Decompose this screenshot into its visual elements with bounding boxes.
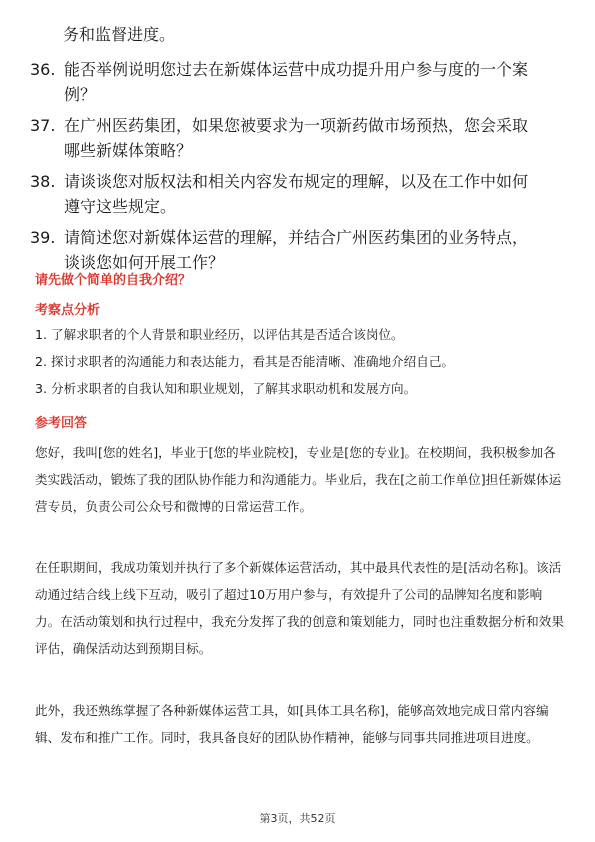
question-text: 请简述您对新媒体运营的理解，并结合广州医药集团的业务特点，谈谈您如何开展工作？ [64, 228, 529, 272]
page-number: 第3页，共52页 [259, 812, 336, 825]
question-text: 请谈谈您对版权法和相关内容发布规定的理解，以及在工作中如何遵守这些规定。 [64, 172, 529, 216]
question-item [30, 57, 570, 107]
question-item [30, 169, 570, 219]
answer-paragraph-2 [35, 554, 565, 662]
answer-text: 您好，我叫[您的姓名]，毕业于[您的毕业院校]，专业是[您的专业]。在校期间，我积极参加各类实践活动，锻炼了我的团队协作能力和沟通能力。毕业后，我在[之前工作单位]担任新媒体运营专员，负责公司公众号和微博的日常运营工作。 [35, 445, 562, 514]
question-number: 38. [30, 172, 56, 191]
answer-paragraph-3 [35, 697, 565, 751]
answer-paragraph-1 [35, 439, 565, 520]
question-item [30, 225, 570, 275]
question-list [30, 57, 570, 281]
question-text: 能否举例说明您过去在新媒体运营中成功提升用户参与度的一个案例？ [64, 60, 529, 104]
analysis-item: 3. 分析求职者的自我认知和职业规划，了解其求职动机和发展方向。 [35, 381, 417, 396]
question-number: 36. [30, 60, 56, 79]
analysis-item: 1. 了解求职者的个人背景和职业经历，以评估其是否适合该岗位。 [35, 327, 404, 342]
question-text: 在广州医药集团，如果您被要求为一项新药做市场预热，您会采取哪些新媒体策略？ [64, 116, 529, 160]
question-number: 37. [30, 116, 56, 135]
analysis-item: 2. 探讨求职者的沟通能力和表达能力，看其是否能清晰、准确地介绍自己。 [35, 354, 455, 369]
answer-text: 在任职期间，我成功策划并执行了多个新媒体运营活动，其中最具代表性的是[活动名称]。该活动通过结合线上线下互动，吸引了超过10万用户参与，有效提升了公司的品牌知名度和影响力。在活动策划和执行过程中，我充分发挥了我的创意和策划能力，同时也注重数据分析和效果评估，确保活动达到预期目标。 [35, 560, 564, 656]
continued-text: 务和监督进度。 [63, 25, 176, 44]
analysis-list [35, 326, 565, 407]
answer-heading: 参考回答 [35, 416, 88, 431]
question-item [30, 113, 570, 163]
question-number: 39. [30, 228, 56, 247]
answer-text: 此外，我还熟练掌握了各种新媒体运营工具，如[具体工具名称]，能够高效地完成日常内容编辑、发布和推广工作。同时，我具备良好的团队协作精神，能够与同事共同推进项目进度。 [35, 703, 549, 745]
question-heading: 请先做个简单的自我介绍？ [35, 273, 192, 288]
analysis-heading: 考察点分析 [35, 303, 101, 318]
